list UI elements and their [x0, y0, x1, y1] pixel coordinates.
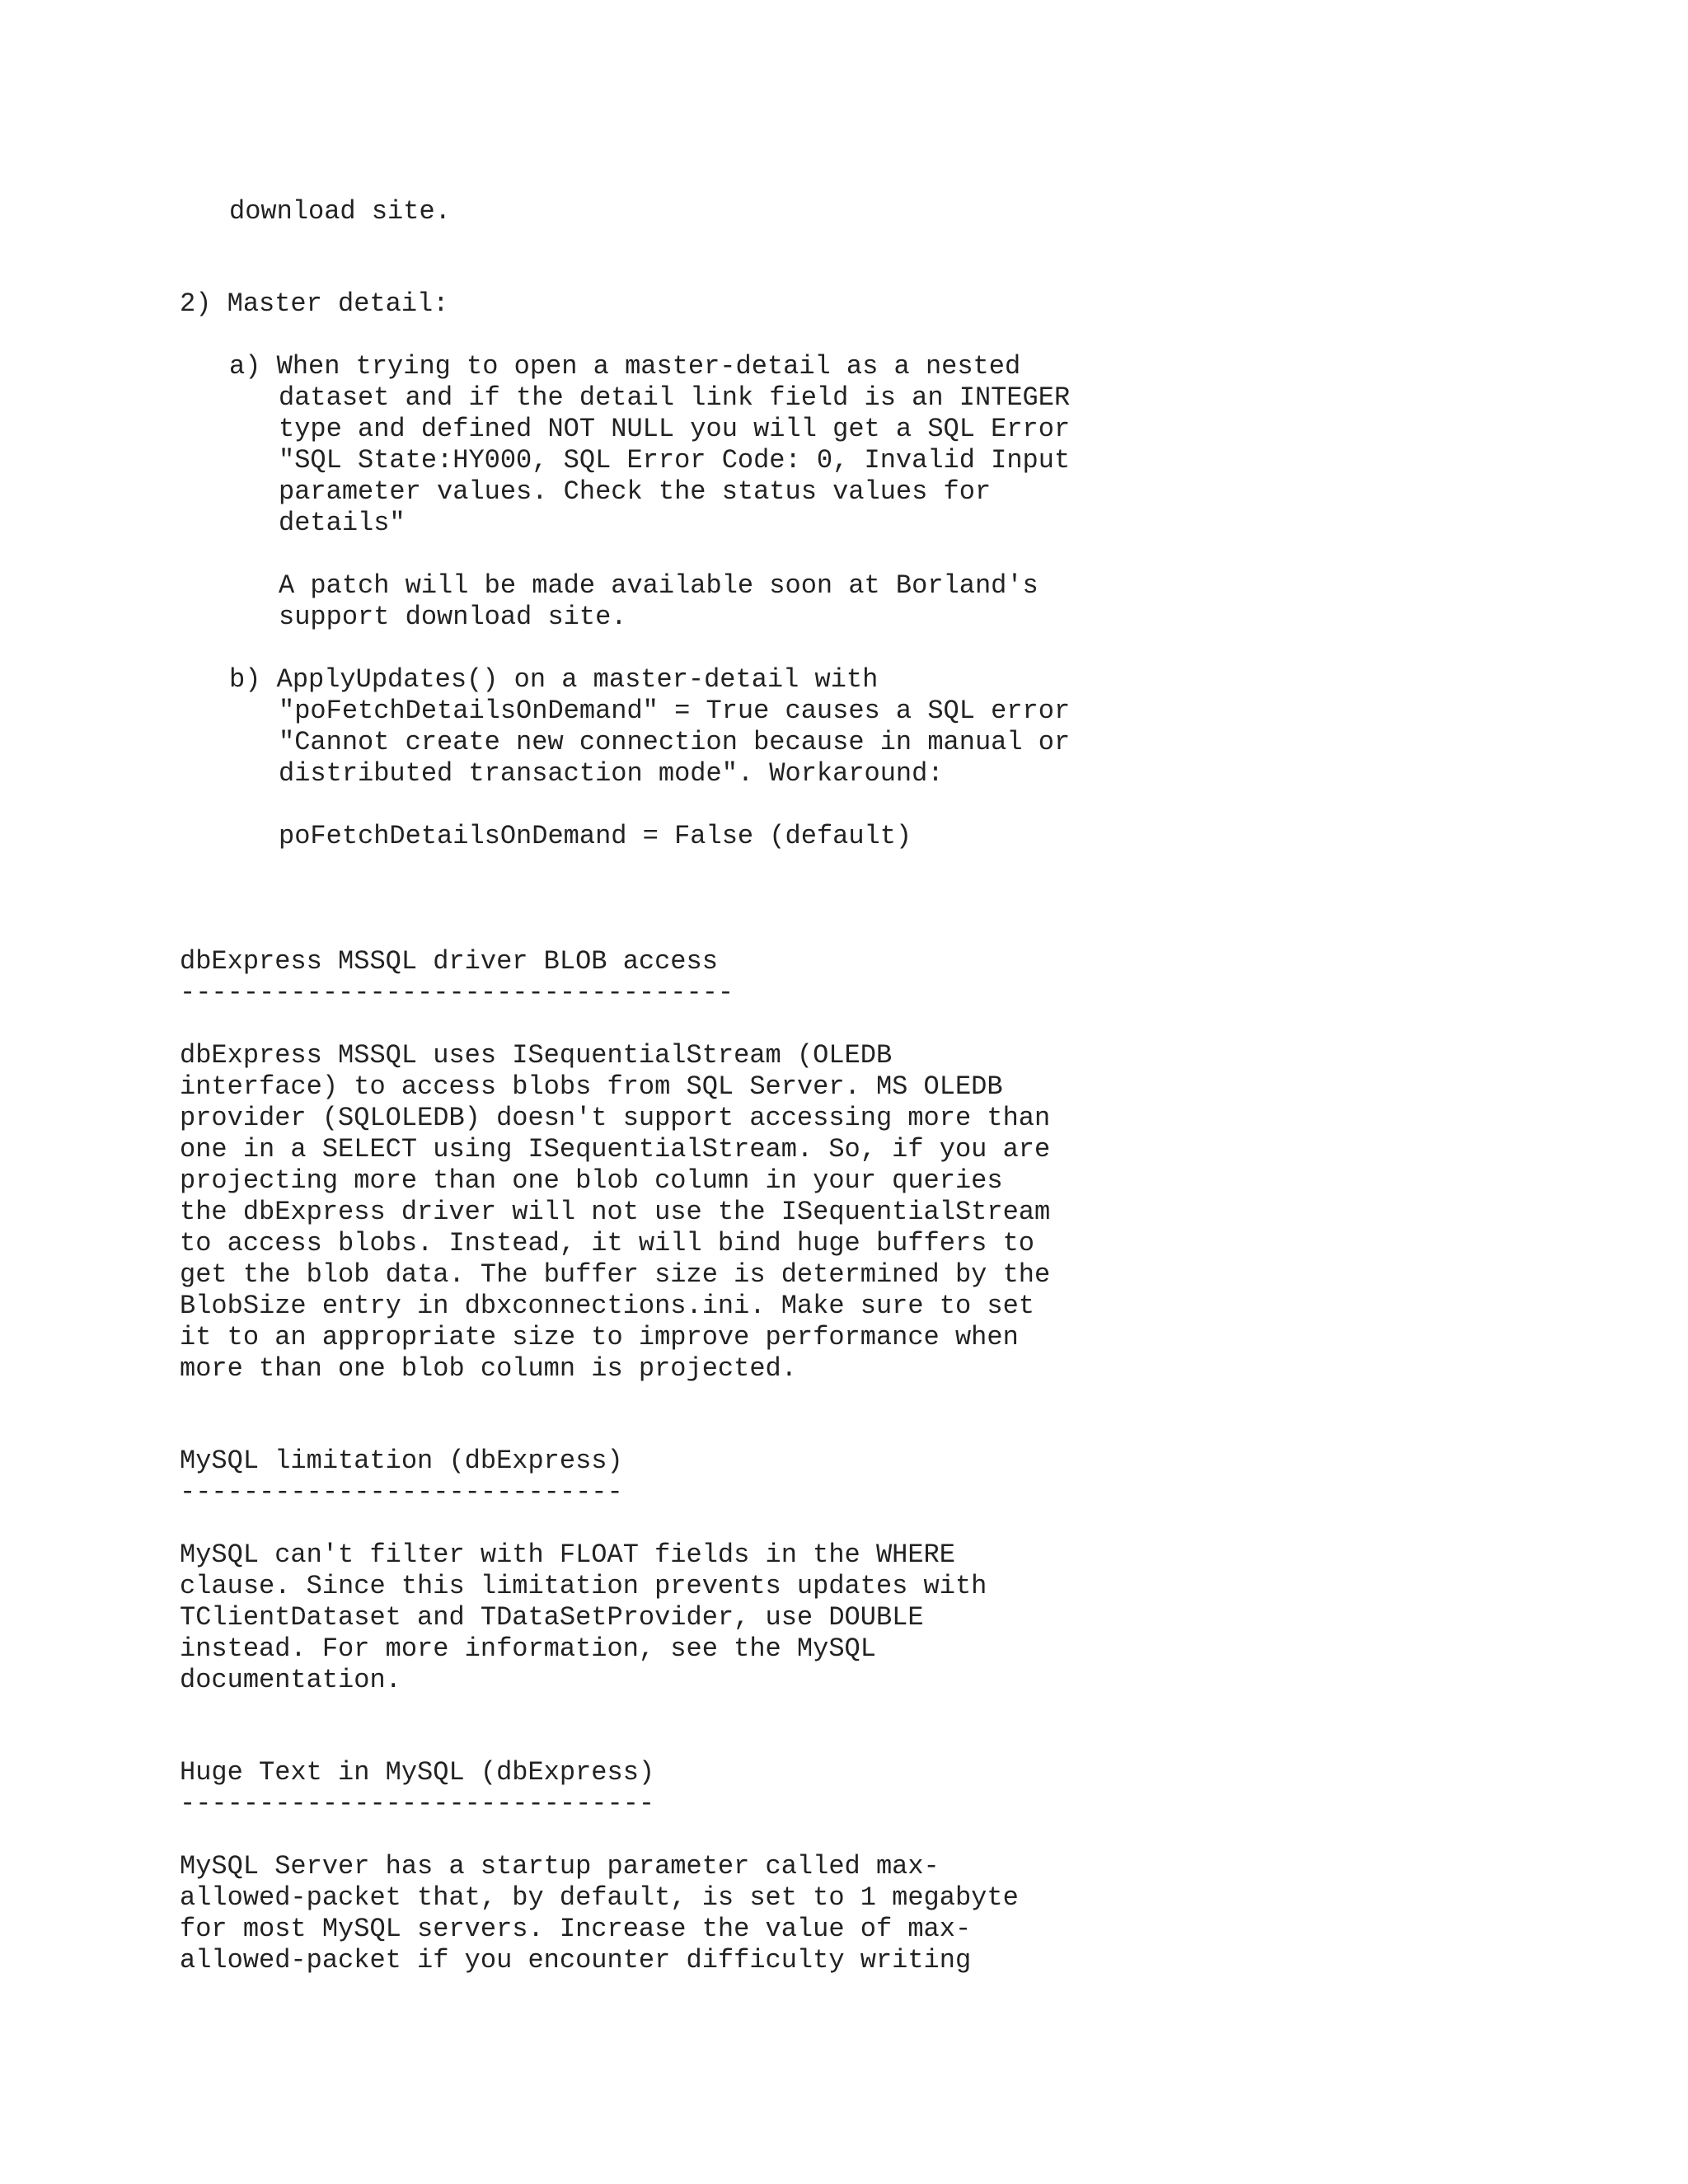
- section-heading-master-detail: 2) Master detail:: [180, 288, 449, 319]
- item-a-line: details": [279, 508, 406, 538]
- item-b-line: distributed transaction mode". Workaround:: [279, 758, 944, 789]
- section-body-line: dbExpress MSSQL uses ISequentialStream (OLEDB: [180, 1040, 893, 1071]
- item-b-workaround: poFetchDetailsOnDemand = False (default): [279, 821, 912, 851]
- section-title: dbExpress MSSQL driver BLOB access: [180, 946, 718, 977]
- section-body-line: to access blobs. Instead, it will bind huge buffers to: [180, 1228, 1034, 1258]
- section-body-line: BlobSize entry in dbxconnections.ini. Make sure to set: [180, 1291, 1034, 1321]
- section-body-line: the dbExpress driver will not use the ISequentialStream: [180, 1197, 1051, 1227]
- item-a-line: "SQL State:HY000, SQL Error Code: 0, Invalid Input: [279, 445, 1071, 476]
- section-body-line: allowed-packet that, by default, is set to 1 megabyte: [180, 1882, 1019, 1913]
- section-body-line: provider (SQLOLEDB) doesn't support accessing more than: [180, 1103, 1051, 1133]
- section-body-line: documentation.: [180, 1665, 401, 1695]
- section-body-line: for most MySQL servers. Increase the value of max-: [180, 1914, 972, 1944]
- section-body-line: instead. For more information, see the MySQL: [180, 1633, 876, 1664]
- section-underline: ----------------------------: [180, 1477, 623, 1507]
- item-a-note-line: support download site.: [279, 602, 627, 632]
- section-title: MySQL limitation (dbExpress): [180, 1446, 623, 1476]
- intro-line: download site.: [229, 196, 451, 227]
- section-body-line: interface) to access blobs from SQL Server. MS OLEDB: [180, 1071, 1003, 1102]
- section-underline: ------------------------------: [180, 1788, 655, 1819]
- item-a-note-line: A patch will be made available soon at Borland's: [279, 570, 1039, 601]
- item-a-line: type and defined NOT NULL you will get a SQL Error: [279, 414, 1071, 444]
- section-body-line: clause. Since this limitation prevents updates with: [180, 1571, 987, 1601]
- section-body-line: MySQL can't filter with FLOAT fields in the WHERE: [180, 1540, 955, 1570]
- section-body-line: more than one blob column is projected.: [180, 1353, 797, 1384]
- section-body-line: MySQL Server has a startup parameter called max-: [180, 1851, 940, 1882]
- item-a-line: parameter values. Check the status values for: [279, 476, 992, 507]
- section-body-line: one in a SELECT using ISequentialStream. So, if you are: [180, 1134, 1051, 1165]
- item-a-line: dataset and if the detail link field is an INTEGER: [279, 382, 1071, 413]
- section-body-line: get the blob data. The buffer size is determined by the: [180, 1259, 1051, 1290]
- item-a-line: a) When trying to open a master-detail as a nested: [229, 351, 1021, 382]
- section-body-line: projecting more than one blob column in your queries: [180, 1165, 1003, 1196]
- item-b-line: b) ApplyUpdates() on a master-detail with: [229, 664, 879, 695]
- section-title: Huge Text in MySQL (dbExpress): [180, 1757, 655, 1788]
- item-b-line: "Cannot create new connection because in manual or: [279, 727, 1071, 757]
- section-body-line: allowed-packet if you encounter difficulty writing: [180, 1945, 972, 1975]
- section-underline: -----------------------------------: [180, 977, 734, 1008]
- section-body-line: it to an appropriate size to improve performance when: [180, 1322, 1019, 1352]
- section-body-line: TClientDataset and TDataSetProvider, use DOUBLE: [180, 1602, 924, 1633]
- item-b-line: "poFetchDetailsOnDemand" = True causes a SQL error: [279, 696, 1071, 726]
